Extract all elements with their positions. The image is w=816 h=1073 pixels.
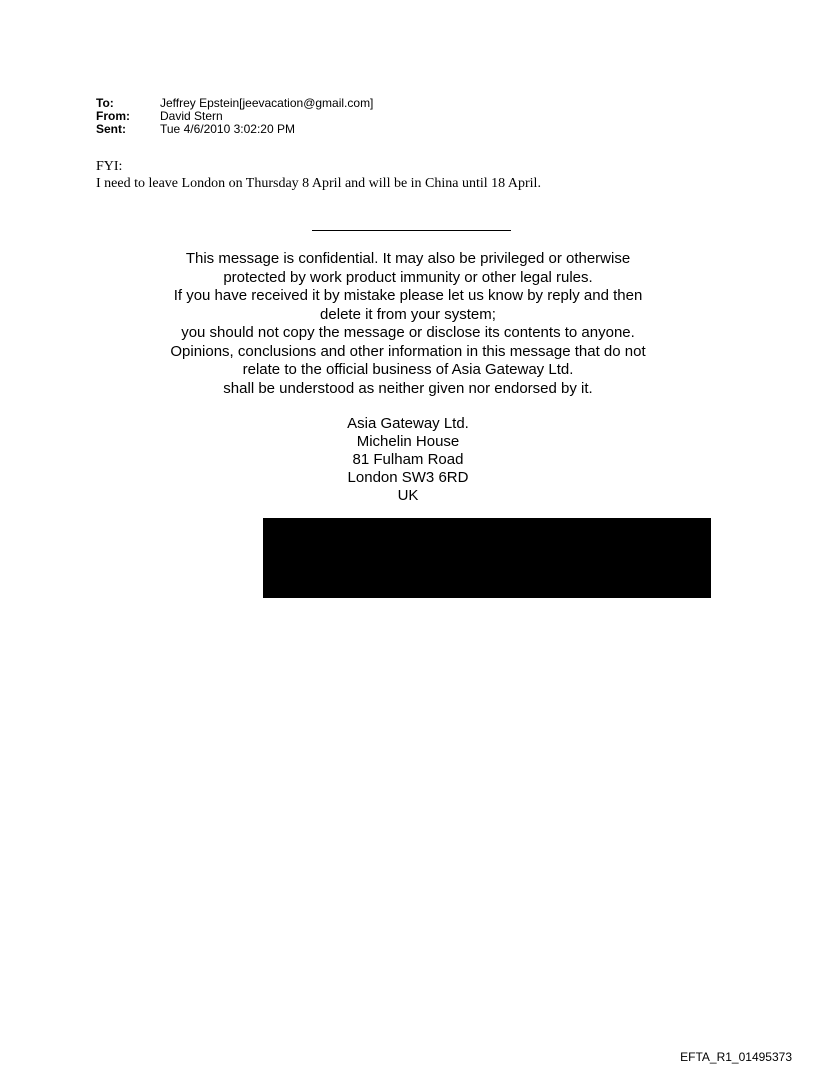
email-header xyxy=(96,97,373,136)
address-line-company: Asia Gateway Ltd. xyxy=(347,415,469,432)
email-body xyxy=(96,158,541,192)
address-line-country: UK xyxy=(397,487,419,504)
confidentiality-disclaimer xyxy=(120,250,696,398)
sent-row xyxy=(96,123,373,136)
company-address xyxy=(258,415,558,505)
sent-value: Tue 4/6/2010 3:02:20 PM xyxy=(160,122,295,136)
sent-label: Sent: xyxy=(96,122,126,136)
disclaimer-line: you should not copy the message or disclose its contents to anyone. xyxy=(181,324,635,341)
body-line-travel: I need to leave London on Thursday 8 April and will be in China until 18 April. xyxy=(96,176,541,191)
disclaimer-line: This message is confidential. It may also be privileged or otherwise xyxy=(185,250,631,267)
disclaimer-line: If you have received it by mistake please let us know by reply and then xyxy=(173,287,643,304)
signature-divider xyxy=(312,230,511,231)
from-value: David Stern xyxy=(160,109,223,123)
disclaimer-line: relate to the official business of Asia Gateway Ltd. xyxy=(242,361,574,378)
disclaimer-line: delete it from your system; xyxy=(320,305,496,323)
disclaimer-line: shall be understood as neither given nor endorsed by it. xyxy=(223,379,593,397)
body-line-fyi: FYI: xyxy=(96,159,123,174)
redaction-block xyxy=(263,518,711,598)
to-value: Jeffrey Epstein[jeevacation@gmail.com] xyxy=(160,96,374,110)
from-label: From: xyxy=(96,109,130,123)
address-line-city: London SW3 6RD xyxy=(347,469,469,486)
address-line-street: 81 Fulham Road xyxy=(352,451,464,468)
to-label: To: xyxy=(96,96,114,110)
disclaimer-line: protected by work product immunity or other legal rules. xyxy=(223,268,593,286)
address-line-building: Michelin House xyxy=(356,433,460,450)
document-id: EFTA_R1_01495373 xyxy=(680,1050,792,1064)
to-row xyxy=(96,97,373,110)
disclaimer-line: Opinions, conclusions and other information in this message that do not xyxy=(170,342,646,360)
